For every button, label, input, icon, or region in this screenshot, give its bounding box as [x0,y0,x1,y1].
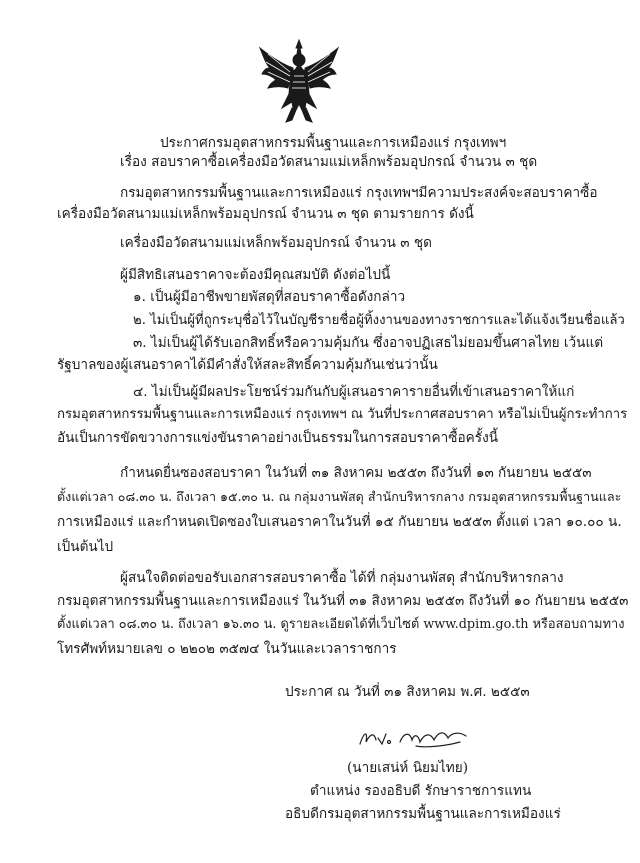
item-description: เครื่องมือวัดสนามแม่เหล็กพร้อมอุปกรณ์ จำนวน ๓ ชุด [120,235,432,251]
qualifications-heading: ผู้มีสิทธิเสนอราคาจะต้องมีคุณสมบัติ ดังต่อไปนี้ [120,267,391,283]
signer-name: (นายเสน่ห์ นิยมไทย) [347,760,468,776]
schedule-line-1: กำหนดยื่นซองสอบราคา ในวันที่ ๓๑ สิงหาคม ๒๕๕๓ ถึงวันที่ ๑๓ กันยายน ๒๕๕๓ [120,465,592,481]
contact-line-4: โทรศัพท์หมายเลข ๐ ๒๒๐๒ ๓๕๗๔ ในวันและเวลาราชการ [57,641,397,657]
contact-line-3: ตั้งแต่เวลา ๐๘.๓๐ น. ถึงเวลา ๑๖.๓๐ น. ดูรายละเอียดได้ที่เว็บไซต์ www.dpim.go.th หรือสอบถามทาง [57,617,625,632]
intro-line-1: กรมอุตสาหกรรมพื้นฐานและการเหมืองแร่ กรุงเทพฯมีความประสงค์จะสอบราคาซื้อ [120,185,598,201]
announcement-title: ประกาศกรมอุตสาหกรรมพื้นฐานและการเหมืองแร่ กรุงเทพฯ [160,135,507,151]
handwritten-signature [356,724,471,750]
qualification-4-line-2: กรมอุตสาหกรรมพื้นฐานและการเหมืองแร่ กรุงเทพฯ ณ วันที่ประกาศสอบราคา หรือไม่เป็นผู้กระทำการ [57,407,628,422]
intro-line-2: เครื่องมือวัดสนามแม่เหล็กพร้อมอุปกรณ์ จำนวน ๓ ชุด ตามรายการ ดังนี้ [57,206,474,222]
signer-position-line-2: อธิบดีกรมอุตสาหกรรมพื้นฐานและการเหมืองแร่ [285,806,561,822]
qualification-2: ๒. ไม่เป็นผู้ที่ถูกระบุชื่อไว้ในบัญชีรายชื่อผู้ทิ้งงานของทางราชการและได้แจ้งเวียนชื่อแล้ว [133,313,625,328]
contact-line-2: กรมอุตสาหกรรมพื้นฐานและการเหมืองแร่ ในวันที่ ๓๑ สิงหาคม ๒๕๕๓ ถึงวันที่ ๑๐ กันยายน ๒๕๕๓ [57,593,629,609]
contact-line-1: ผู้สนใจติดต่อขอรับเอกสารสอบราคาซื้อ ได้ที่ กลุ่มงานพัสดุ สำนักบริหารกลาง [120,570,564,586]
schedule-line-4: เป็นต้นไป [57,539,114,555]
announce-date: ประกาศ ณ วันที่ ๓๑ สิงหาคม พ.ศ. ๒๕๕๓ [285,684,530,700]
qualification-3-line-2: รัฐบาลของผู้เสนอราคาได้มีคำสั่งให้สละสิทธิ์ความคุ้มกันเช่นว่านั้น [57,357,438,373]
qualification-3-line-1: ๓. ไม่เป็นผู้ได้รับเอกสิทธิ์หรือความคุ้มกัน ซึ่งอาจปฏิเสธไม่ยอมขึ้นศาลไทย เว้นแต่ [133,335,604,351]
signer-position-line-1: ตำแหน่ง รองอธิบดี รักษาราชการแทน [310,783,532,799]
qualification-4-line-3: อันเป็นการขัดขวางการแข่งขันราคาอย่างเป็นธรรมในการสอบราคาซื้อครั้งนี้ [57,430,499,446]
announcement-subject: เรื่อง สอบราคาซื้อเครื่องมือวัดสนามแม่เหล็กพร้อมอุปกรณ์ จำนวน ๓ ชุด [120,154,538,170]
qualification-4-line-1: ๔. ไม่เป็นผู้มีผลประโยชน์ร่วมกันกับผู้เสนอราคารายอื่นที่เข้าเสนอราคาให้แก่ [133,384,575,400]
schedule-line-3: การเหมืองแร่ และกำหนดเปิดซองใบเสนอราคาในวันที่ ๑๕ กันยายน ๒๕๕๓ ตั้งแต่ เวลา ๑๐.๐๐ น. [57,514,622,530]
schedule-line-2: ตั้งแต่เวลา ๐๘.๓๐ น. ถึงเวลา ๑๕.๓๐ น. ณ กลุ่มงานพัสดุ สำนักบริหารกลาง กรมอุตสาหกรรมพื้นฐานและ [57,489,622,504]
qualification-1: ๑. เป็นผู้มีอาชีพขายพัสดุที่สอบราคาซื้อดังกล่าว [133,289,406,305]
garuda-emblem-icon [258,38,340,124]
